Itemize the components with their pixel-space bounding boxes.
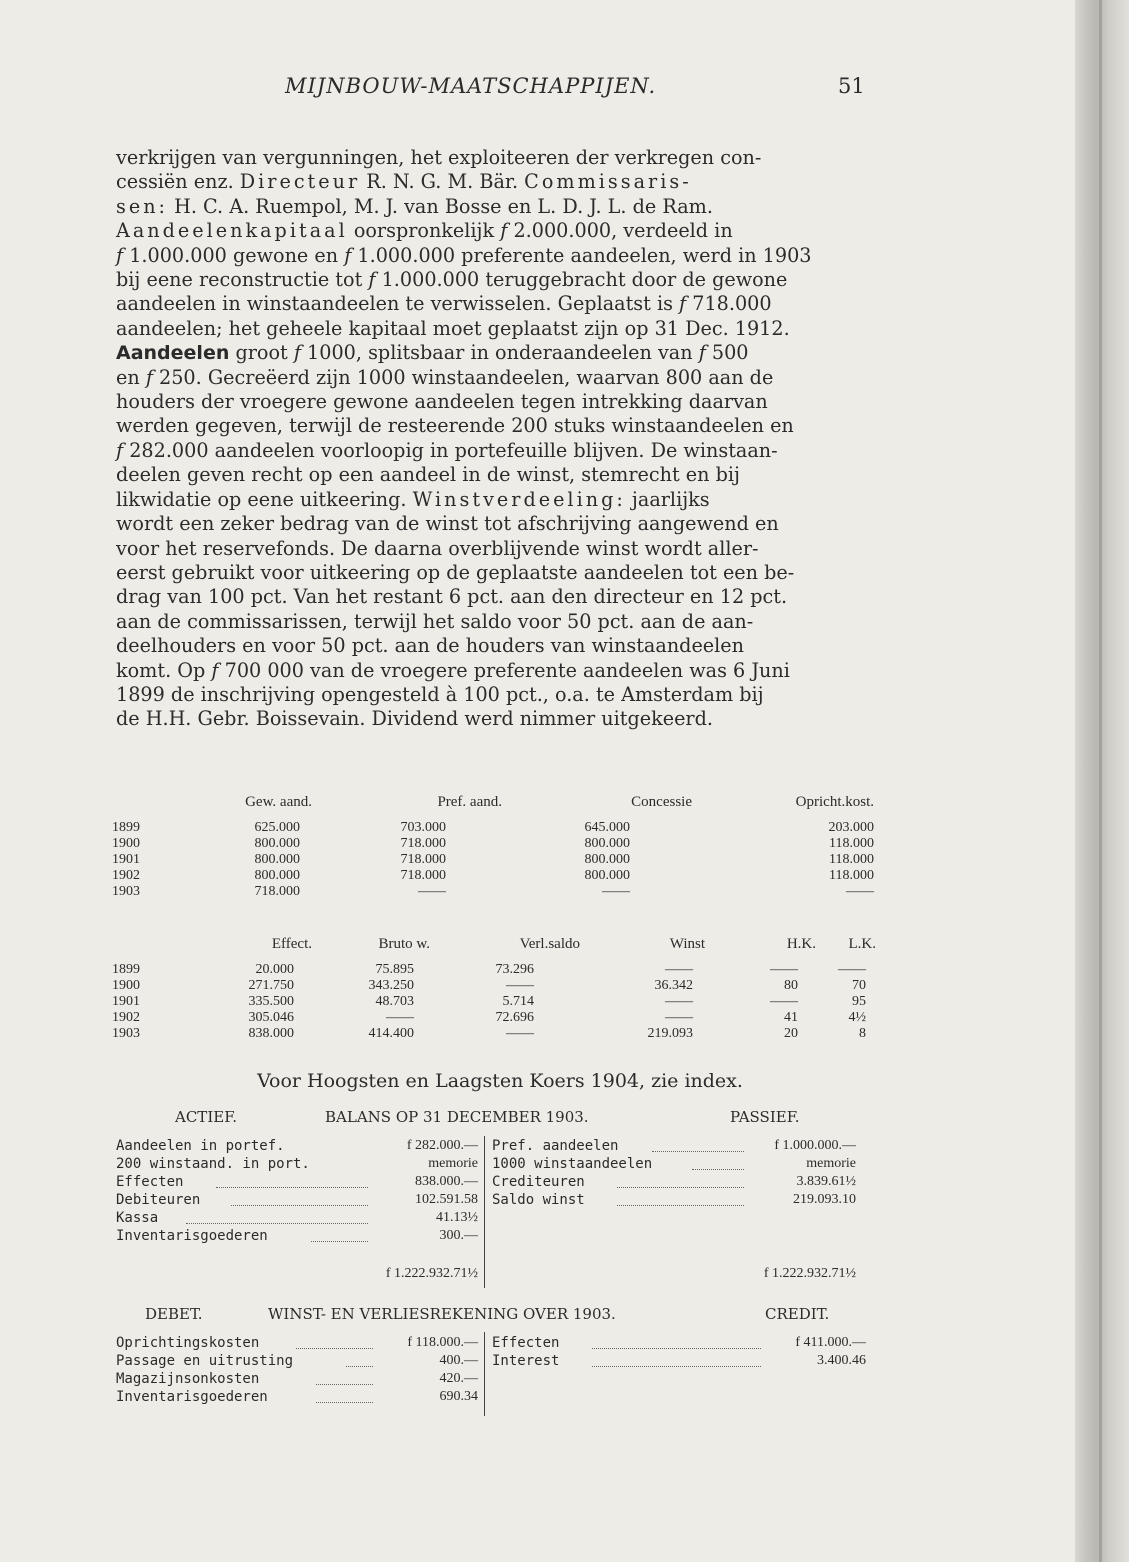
- body-paragraph: [116, 146, 871, 732]
- table-row: 1900 800.000 718.000 800.000 118.000: [112, 836, 874, 851]
- text-line: 1899 de inschrijving opengesteld à 100 pct., o.a. te Amsterdam bij: [116, 682, 764, 706]
- table-header-row: [112, 794, 874, 820]
- ledger-row: Passage en uitrusting 400.—: [116, 1353, 478, 1369]
- table-row: 1901 335.500 48.703 5.714 —— —— 95: [112, 994, 866, 1009]
- table-row: 1902 305.046 —— 72.696 —— 41 4½: [112, 1010, 866, 1025]
- text-line: drag van 100 pct. Van het restant 6 pct. aan den directeur en 12 pct.: [116, 585, 788, 609]
- ledger-divider: [484, 1136, 485, 1288]
- debet-label: DEBET.: [145, 1305, 203, 1323]
- table-header-row: [112, 936, 876, 962]
- text-line: Aandeelenkapitaal oorspronkelijk f 2.000.000, verdeeld in: [116, 219, 733, 243]
- ledger-row: Effecten f 411.000.—: [492, 1335, 866, 1351]
- column-header: H.K.: [786, 936, 816, 952]
- text-line: de H.H. Gebr. Boissevain. Dividend werd nimmer uitgekeerd.: [116, 707, 713, 731]
- ledger-row: Kassa 41.13½: [116, 1210, 478, 1226]
- table-row: 1900 271.750 343.250 —— 36.342 80 70: [112, 978, 866, 993]
- koers-note: Voor Hoogsten en Laagsten Koers 1904, zie index.: [257, 1070, 743, 1092]
- profit-loss-right: [492, 1334, 866, 1370]
- column-header: Winst: [669, 936, 705, 952]
- table-row: 1902 800.000 718.000 800.000 118.000: [112, 868, 874, 883]
- text-line: Aandeelen groot f 1000, splitsbaar in onderaandeelen van f 500: [116, 341, 749, 365]
- ledger-row: Effecten 838.000.—: [116, 1174, 478, 1190]
- ledger-row: Magazijnsonkosten 420.—: [116, 1371, 478, 1387]
- ledger-row: Inventarisgoederen 300.—: [116, 1228, 478, 1244]
- column-header: Effect.: [271, 936, 312, 952]
- results-table: [112, 936, 876, 1042]
- ledger-row: Pref. aandeelen f 1.000.000.—: [492, 1138, 856, 1154]
- ledger-row: Inventarisgoederen 690.34: [116, 1389, 478, 1405]
- text-line: werden gegeven, terwijl de resteerende 200 stuks winstaandeelen en: [116, 414, 794, 438]
- running-title: MIJNBOUW-MAATSCHAPPIJEN.: [285, 74, 657, 98]
- ledger-row: 200 winstaand. in port. memorie: [116, 1156, 478, 1172]
- text-line: f 282.000 aandeelen voorloopig in portefeuille blijven. De winstaan-: [116, 438, 778, 462]
- column-header: Verl.saldo: [519, 936, 580, 952]
- profit-loss-title: WINST- EN VERLIESREKENING OVER 1903.: [268, 1305, 616, 1323]
- column-header: Bruto w.: [378, 936, 430, 952]
- text-line: cessiën enz. Directeur R. N. G. M. Bär. Commissaris-: [116, 170, 692, 194]
- ledger-row: 1000 winstaandeelen memorie: [492, 1156, 856, 1172]
- column-header: Gew. aand.: [245, 794, 312, 810]
- ledger-total: f 1.222.932.71½: [385, 1266, 478, 1281]
- page-header: [0, 74, 1075, 114]
- text-line: bij eene reconstructie tot f 1.000.000 teruggebracht door de gewone: [116, 268, 788, 292]
- passief-label: PASSIEF.: [730, 1108, 800, 1126]
- page-edge: [1075, 0, 1129, 1562]
- column-header: L.K.: [848, 936, 876, 952]
- text-line: aan de commissarissen, terwijl het saldo voor 50 pct. aan de aan-: [116, 609, 754, 633]
- profit-loss-left: [116, 1334, 478, 1406]
- table-row: 1899 20.000 75.895 73.296 —— —— ——: [112, 962, 866, 977]
- section-heading: Aandeelen: [116, 342, 230, 365]
- ledger-total: f 1.222.932.71½: [763, 1266, 856, 1281]
- column-header: Pref. aand.: [437, 794, 502, 810]
- capital-table: [112, 794, 874, 900]
- table-row: 1903 718.000 —— —— ——: [112, 884, 874, 899]
- ledger-divider: [484, 1332, 485, 1416]
- text-line: likwidatie op eene uitkeering. Winstverdeeling: jaarlijks: [116, 487, 710, 511]
- text-line: verkrijgen van vergunningen, het exploiteeren der verkregen con-: [116, 146, 762, 169]
- ledger-row: Interest 3.400.46: [492, 1353, 866, 1369]
- page-number: 51: [838, 74, 865, 98]
- ledger-row: Debiteuren 102.591.58: [116, 1192, 478, 1208]
- ledger-row: Saldo winst 219.093.10: [492, 1192, 856, 1208]
- actief-label: ACTIEF.: [175, 1108, 238, 1126]
- text-line: voor het reservefonds. De daarna overblijvende winst wordt aller-: [116, 536, 759, 560]
- text-line: wordt een zeker bedrag van de winst tot afschrijving aangewend en: [116, 512, 779, 536]
- text-line: komt. Op f 700 000 van de vroegere preferente aandeelen was 6 Juni: [116, 658, 790, 682]
- text-line: en f 250. Gecreëerd zijn 1000 winstaandeelen, waarvan 800 aan de: [116, 365, 774, 389]
- text-line: sen: H. C. A. Ruempol, M. J. van Bosse en L. D. J. L. de Ram.: [116, 194, 713, 218]
- table-row: 1899 625.000 703.000 645.000 203.000: [112, 820, 874, 835]
- balance-title: BALANS OP 31 DECEMBER 1903.: [325, 1108, 589, 1126]
- ledger-row: Oprichtingskosten f 118.000.—: [116, 1335, 478, 1351]
- column-header: Concessie: [631, 794, 692, 810]
- balance-left: [116, 1137, 478, 1283]
- text-line: houders der vroegere gewone aandeelen tegen intrekking daarvan: [116, 390, 768, 414]
- ledger-row: Aandeelen in portef. f 282.000.—: [116, 1138, 478, 1154]
- ledger-row: Crediteuren 3.839.61½: [492, 1174, 856, 1190]
- table-row: 1903 838.000 414.400 —— 219.093 20 8: [112, 1026, 866, 1041]
- balance-sheet-heading: [0, 1108, 1075, 1130]
- profit-loss-heading: [0, 1305, 1075, 1327]
- text-line: deelen geven recht op een aandeel in de winst, stemrecht en bij: [116, 463, 740, 487]
- text-line: eerst gebruikt voor uitkeering op de geplaatste aandeelen tot een be-: [116, 560, 795, 584]
- column-header: Opricht.kost.: [795, 794, 874, 810]
- credit-label: CREDIT.: [765, 1305, 830, 1323]
- balance-right: [492, 1137, 856, 1283]
- text-line: aandeelen in winstaandeelen te verwisselen. Geplaatst is f 718.000: [116, 292, 772, 316]
- text-line: aandeelen; het geheele kapitaal moet geplaatst zijn op 31 Dec. 1912.: [116, 316, 790, 340]
- table-row: 1901 800.000 718.000 800.000 118.000: [112, 852, 874, 867]
- text-line: f 1.000.000 gewone en f 1.000.000 preferente aandeelen, werd in 1903: [116, 243, 812, 267]
- text-line: deelhouders en voor 50 pct. aan de houders van winstaandeelen: [116, 634, 745, 658]
